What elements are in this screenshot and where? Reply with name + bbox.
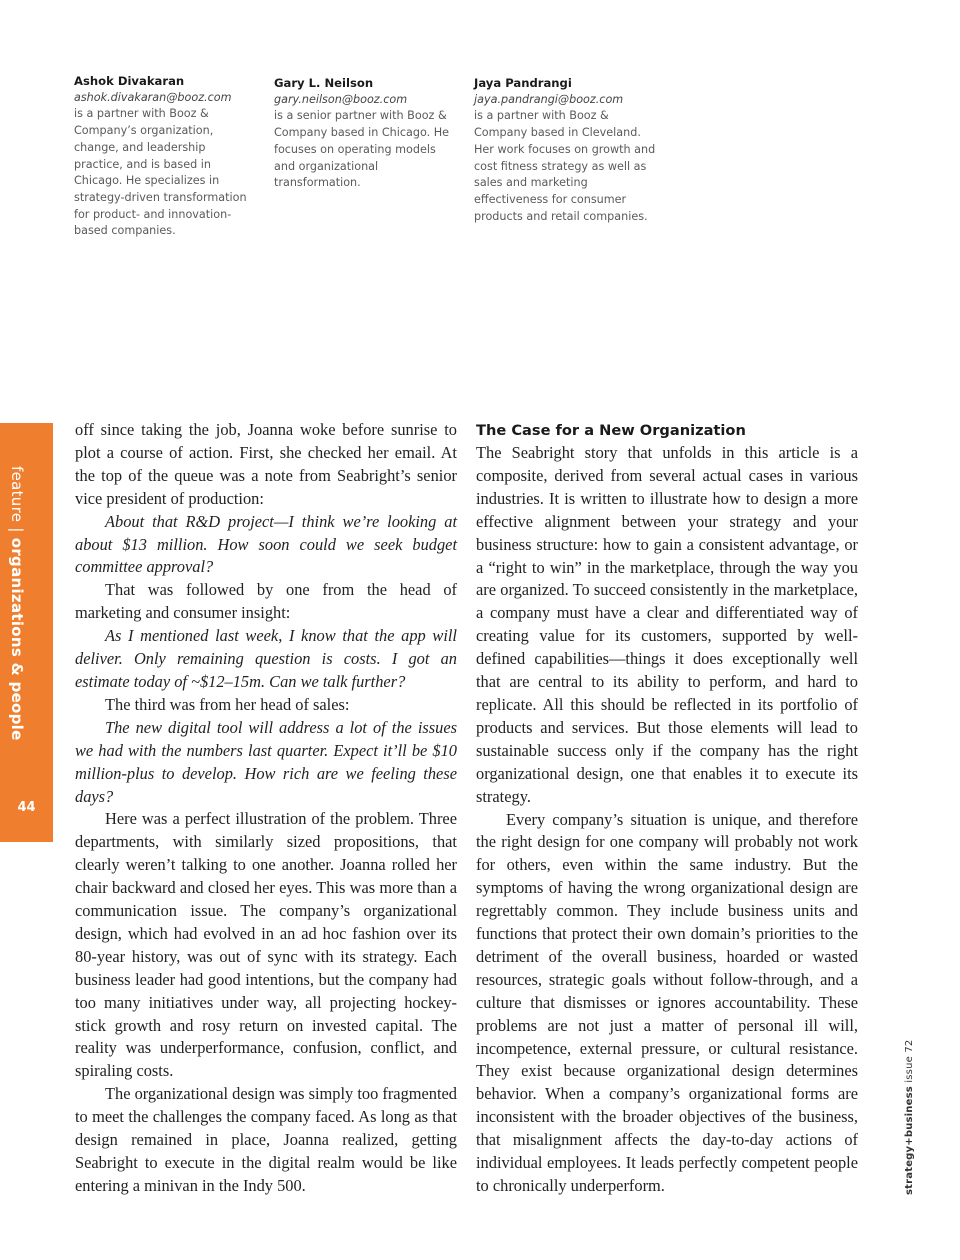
paragraph: Here was a perfect illustration of the problem. Three departments, with similarly sized propositions, that clearly weren’t talking to one another. Joanna rolled her chair backward and closed her eyes. This was more than a communication issue. The company’s organizational design, which had evolved in an ad hoc fashion over its 80-year history, was out of sync with its strategy. Each business leader had good intentions, but the company had too many initiatives under way, all projecting hockey-stick growth and rosy return on invested capital. The reality was underperformance, confusion, conflict, and spiraling costs. xyxy=(75,809,457,1081)
author-email-link[interactable]: jaya.pandrangi@booz.com xyxy=(474,92,624,106)
email-quote: About that R&D project—I think we’re looking at about $13 million. How soon could we seek budget committee approval? xyxy=(75,511,457,577)
paragraph: The Seabright story that unfolds in this article is a composite, derived from several actual cases in various industries. It is written to illustrate how to design a more effective alignment between your strategy and your business structure: how to gain a consistent advantage, or a “right to win” in the marketplace, through the way you are organized. To succeed consistently in the marketplace, a company must have a clear and differentiated way of creating value for its customers, supported by well-defined capabilities—things it does exceptionally well that are central to its ability to perform, and hard to replicate. All this should be reflected in its portfolio of products and services. But those elements will lead to sustainable success only if the company has the right organizational design, one that enables it to execute its strategy. xyxy=(476,443,858,806)
journal-name: strategy+business xyxy=(904,1086,915,1195)
author-bio-text: is a partner with Booz & Company’s organization, change, and leadership practice, and is based in Chicago. He specializes in strategy-driven transformation for product- and innovation-based companies. xyxy=(74,107,247,238)
paragraph: That was followed by one from the head of marketing and consumer insight: xyxy=(75,580,457,623)
section-heading: The Case for a New Organization xyxy=(476,422,746,439)
paragraph: Every company’s situation is unique, and therefore the right design for one company will probably not work for others, even within the same industry. But the symptoms of having the wrong organizational design are regrettably common. They include business units and functions that protect their own domain’s priorities to the detriment of the overall business, hoarded or wasted resources, strategic goals without follow-through, and a culture that dismisses or ignores accountability. These problems are not just a matter of personal ill will, incompetence, external pressure, or cultural resistance. They exist because organizational design determines behavior. When a company’s organizational forms are inconsistent with the broader objectives of the business, that misalignment affects the day-to-day actions of individual employees. It leads perfectly competent people to chronically underperform. xyxy=(476,809,858,1195)
author-bio-text: is a senior partner with Booz & Company based in Chicago. He focuses on operating models and organizational transformation. xyxy=(274,109,450,190)
email-quote: The new digital tool will address a lot of the issues we had with the numbers last quarter. Expect it’ll be $10 million-plus to develop. How rich are we feeling these days? xyxy=(75,717,457,806)
author-name: Ashok Divakaran xyxy=(74,74,185,88)
article-column-right xyxy=(476,419,858,1198)
section-side-tab xyxy=(0,423,53,842)
section-label xyxy=(8,466,26,741)
paragraph: The third was from her head of sales: xyxy=(105,694,350,714)
email-quote: As I mentioned last week, I know that the app will deliver. Only remaining question is costs. I got an estimate today of ~$12–15m. Can we talk further? xyxy=(75,626,457,691)
author-bio-2 xyxy=(274,75,456,192)
paragraph: The organizational design was simply too fragmented to meet the challenges the company faced. As long as that design remained in place, Joanna realized, getting Seabright to execute in the digital realm would be like entering a minivan in the Indy 500. xyxy=(75,1084,458,1195)
page-number: 44 xyxy=(17,800,36,815)
author-name: Jaya Pandrangi xyxy=(474,76,572,90)
journal-footer xyxy=(904,1040,915,1196)
section-name: organizations & people xyxy=(8,537,26,741)
journal-issue: issue 72 xyxy=(904,1039,915,1083)
author-name: Gary L. Neilson xyxy=(274,76,374,90)
paragraph: off since taking the job, Joanna woke before sunrise to plot a course of action. First, she checked her email. At the top of the queue was a note from Seabright’s senior vice president of production: xyxy=(75,420,457,508)
author-email-link[interactable]: gary.neilson@booz.com xyxy=(274,92,408,106)
article-column-left xyxy=(75,419,457,1198)
author-bio-3 xyxy=(474,75,656,225)
author-bio-1 xyxy=(74,73,256,240)
author-email-link[interactable]: ashok.divakaran@booz.com xyxy=(74,90,232,104)
section-prefix: feature | xyxy=(8,466,26,538)
author-bio-text: is a partner with Booz & Company based in Cleveland. Her work focuses on growth and cost fitness strategy as well as sales and marketing effectiveness for consumer products and retail companies. xyxy=(474,109,656,223)
